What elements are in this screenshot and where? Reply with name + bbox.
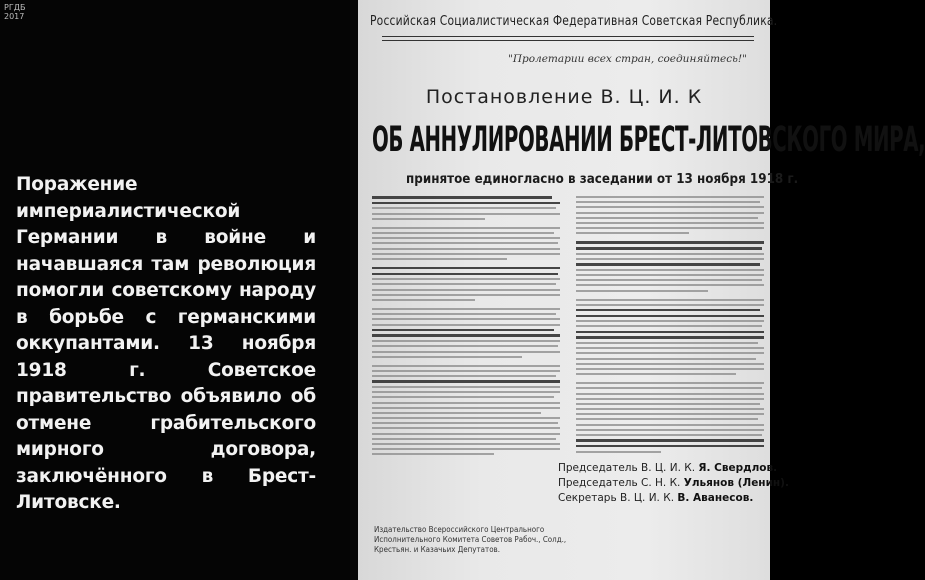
body-text-line: [576, 227, 764, 229]
body-text-line: [372, 375, 556, 377]
body-text-line: [372, 242, 558, 244]
body-text-line: [372, 417, 560, 419]
body-text-line: [576, 393, 764, 395]
body-text-line: [576, 258, 764, 260]
header-rule-2: [382, 40, 754, 41]
decree-heading: Постановление В. Ц. И. К: [425, 86, 703, 108]
body-text-line: [372, 443, 560, 445]
body-text-line: [576, 331, 764, 334]
body-text-line: [576, 212, 764, 214]
signature-3: [558, 492, 789, 507]
body-text-line: [576, 368, 764, 370]
historical-document: [358, 0, 925, 580]
body-text-line: [576, 320, 764, 322]
body-text-line: [576, 445, 764, 448]
body-text-line: [576, 241, 764, 244]
body-text-line: [576, 279, 762, 281]
body-text-line: [372, 207, 556, 209]
body-text-line: [576, 299, 764, 301]
body-text-line: [372, 324, 560, 326]
body-text-line: [576, 398, 764, 400]
body-text-line: [372, 196, 552, 199]
body-text-line: [576, 263, 760, 266]
signature-role: Секретарь В. Ц. И. К.: [558, 492, 675, 504]
body-text-line: [576, 290, 708, 292]
body-text-line: [576, 403, 760, 405]
body-text-line: [576, 253, 764, 255]
narration-panel: [0, 0, 358, 580]
body-text-line: [372, 334, 560, 337]
body-text-line: [372, 433, 560, 435]
body-text-line: [372, 313, 556, 315]
body-text-line: [372, 391, 560, 393]
body-text-line: [576, 206, 764, 208]
body-text-line: [576, 325, 762, 327]
body-column-right: [576, 196, 764, 458]
body-text-line: [372, 365, 560, 367]
body-text-line: [372, 356, 522, 358]
document-header: Российская Социалистическая Федеративная Советская Республика.: [370, 14, 778, 29]
body-text-line: [576, 232, 689, 234]
body-text-line: [576, 347, 764, 349]
body-text-line: [576, 424, 764, 426]
body-text-line: [372, 422, 558, 424]
body-text-line: [372, 278, 560, 280]
body-text-line: [576, 201, 760, 203]
document-title: ОБ АННУЛИРОВАНИИ БРЕСТ-ЛИТОВСКОГО МИРА,: [372, 120, 925, 161]
body-text-line: [372, 248, 560, 250]
publisher-footer: Издательство Всероссийского Центрального Исполнительного Комитета Советов Рабоч., Солд., Крестьян. и Казачьих Депутатов.: [374, 525, 567, 554]
signatures-block: [558, 462, 789, 507]
body-text-line: [372, 289, 560, 291]
body-text-line: [576, 413, 764, 415]
body-text-line: [372, 218, 485, 220]
body-text-line: [576, 373, 736, 375]
body-text-line: [372, 340, 560, 342]
body-text-line: [576, 363, 764, 365]
body-text-line: [576, 408, 764, 410]
body-column-left: [372, 196, 560, 458]
signature-name: В. Аванесов.: [677, 492, 754, 504]
body-text-line: [372, 386, 560, 388]
header-rule: [382, 36, 754, 37]
body-text-line: [372, 294, 560, 296]
body-text-line: [576, 274, 764, 276]
body-text-line: [372, 267, 560, 270]
body-text-line: [576, 269, 764, 271]
body-text-line: [372, 202, 560, 205]
body-text-line: [372, 299, 475, 301]
narration-text: Поражение империалистической Германии в войне и начавшаяся там революция помогли советскому народу в борьбе с германскими оккупантами. 13 ноября 1918 г. Советское правительство объявило об отмене грабительского мирного договора, заключённого в Брест-Литовске.: [16, 174, 316, 513]
body-text-line: [372, 258, 507, 260]
body-text-line: [372, 412, 541, 414]
body-text-line: [576, 222, 764, 224]
watermark-line-1: РГДБ: [4, 3, 26, 12]
body-text-line: [372, 308, 560, 310]
body-text-line: [576, 439, 764, 442]
body-text-line: [576, 336, 764, 339]
body-text-line: [372, 407, 560, 409]
body-text-line: [372, 283, 556, 285]
document-motto: "Пролетарии всех стран, соединяйтесь!": [508, 53, 747, 65]
body-text-line: [576, 382, 764, 384]
body-text-line: [576, 196, 764, 198]
body-text-line: [576, 358, 756, 360]
body-text-line: [372, 402, 560, 404]
body-text-line: [372, 318, 560, 320]
body-text-line: [372, 380, 560, 383]
body-text-line: [576, 352, 764, 354]
document-subtitle: принятое единогласно в заседании от 13 ноября 1918 г.: [406, 172, 799, 187]
watermark-line-2: 2017: [4, 12, 25, 21]
body-text-line: [372, 253, 560, 255]
body-text-line: [372, 396, 554, 398]
body-text-line: [372, 237, 560, 239]
signature-role: Председатель С. Н. К.: [558, 477, 681, 489]
body-text-line: [576, 418, 758, 420]
signature-name: Ульянов (Ленин).: [683, 477, 789, 489]
body-text-line: [372, 227, 560, 229]
body-text-line: [576, 315, 764, 318]
body-text-line: [576, 342, 758, 344]
body-text-line: [372, 448, 560, 450]
archive-watermark: [4, 3, 25, 21]
body-text-line: [372, 438, 556, 440]
body-text-line: [372, 213, 560, 215]
body-text-line: [372, 351, 560, 353]
body-text-line: [372, 427, 560, 429]
body-text-line: [576, 387, 762, 389]
body-text-line: [372, 273, 558, 276]
body-text-line: [576, 451, 661, 453]
body-text-line: [576, 247, 762, 250]
signature-2: [558, 477, 789, 492]
body-text-line: [576, 304, 764, 306]
body-text-line: [372, 370, 560, 372]
signature-name: Я. Свердлов.: [698, 462, 778, 474]
body-text-line: [576, 309, 760, 312]
signature-1: [558, 462, 789, 477]
body-text-line: [576, 434, 762, 436]
document-body-text: [372, 196, 764, 458]
body-text-line: [372, 232, 554, 234]
signature-role: Председатель В. Ц. И. К.: [558, 462, 696, 474]
body-text-line: [372, 453, 494, 455]
body-text-line: [372, 345, 558, 347]
body-text-line: [576, 429, 764, 431]
body-text-line: [576, 284, 764, 286]
body-text-line: [372, 329, 554, 332]
body-text-line: [576, 217, 758, 219]
